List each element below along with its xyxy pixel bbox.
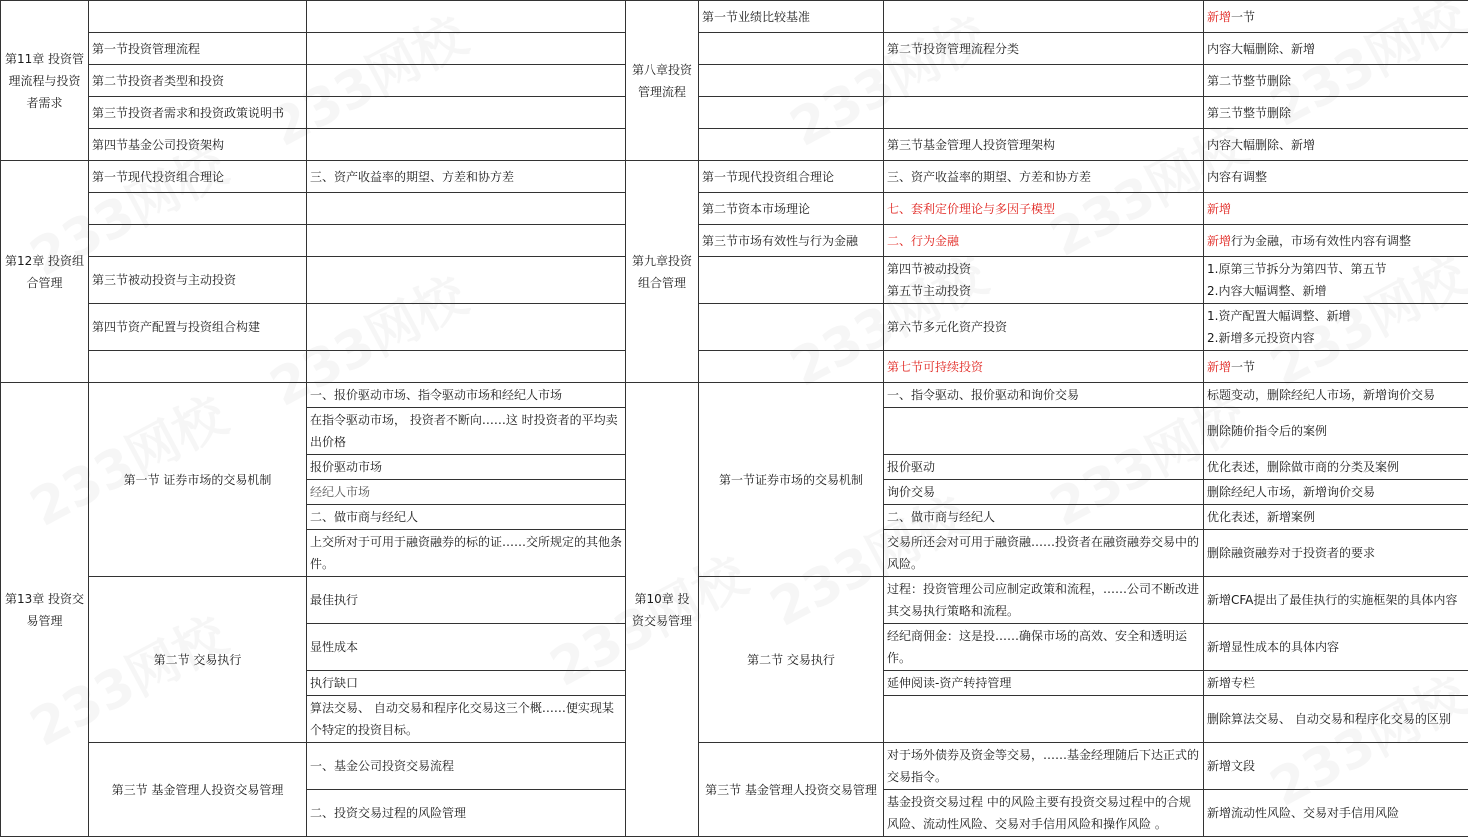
- note-cell: 删除融资融券对于投资者的要求: [1204, 530, 1468, 577]
- item-cell: [307, 257, 626, 304]
- item-cell: 第二节投资管理流程分类: [884, 33, 1204, 65]
- item-cell: 交易所还会对可用于融资融……投资者在融资融券交易中的风险。: [884, 530, 1204, 577]
- item-cell: 基金投资交易过程 中的风险主要有投资交易过程中的合规风险、流动性风险、交易对手信用风险和操作风险 。: [884, 790, 1204, 837]
- note-cell: 内容大幅删除、新增: [1204, 129, 1468, 161]
- chapter-title: 第11章 投资管理流程与投资者需求: [1, 1, 89, 161]
- note-line: 1.原第三节拆分为第四节、第五节: [1207, 258, 1465, 280]
- section-cell: [89, 225, 307, 257]
- item-cell: 经纪人市场: [307, 480, 626, 505]
- note-cell: [1204, 257, 1468, 304]
- chapter-title: 第12章 投资组合管理: [1, 161, 89, 383]
- item-cell: 二、做市商与经纪人: [884, 505, 1204, 530]
- item-cell: [307, 65, 626, 97]
- item-cell: 显性成本: [307, 624, 626, 671]
- note-cell: [1204, 304, 1468, 351]
- section-cell: 第二节投资者类型和投资: [89, 65, 307, 97]
- section-cell: [699, 97, 884, 129]
- note-cell: 内容大幅删除、新增: [1204, 33, 1468, 65]
- item-cell: 二、做市商与经纪人: [307, 505, 626, 530]
- chapter-title: 第八章投资管理流程: [626, 1, 699, 161]
- note-cell: 新增: [1204, 193, 1468, 225]
- section-cell: [699, 129, 884, 161]
- note-cell: 删除算法交易、 自动交易和程序化交易的区别: [1204, 696, 1468, 743]
- item-line: 第四节被动投资: [887, 258, 1200, 280]
- item-cell: [884, 696, 1204, 743]
- note-line: 2.新增多元投资内容: [1207, 327, 1465, 349]
- item-cell: 在指令驱动市场， 投资者不断向……这 时投资者的平均卖出价格: [307, 408, 626, 455]
- item-cell: 三、资产收益率的期望、方差和协方差: [307, 161, 626, 193]
- section-cell: 第二节资本市场理论: [699, 193, 884, 225]
- section-cell: 第三节 基金管理人投资交易管理: [699, 743, 884, 837]
- item-cell: 经纪商佣金：这是投……确保市场的高效、安全和透明运作。: [884, 624, 1204, 671]
- section-cell: 第四节资产配置与投资组合构建: [89, 304, 307, 351]
- item-cell: [884, 65, 1204, 97]
- item-cell: 报价驱动: [884, 455, 1204, 480]
- section-cell: 第一节投资管理流程: [89, 33, 307, 65]
- item-cell: [307, 351, 626, 383]
- item-cell: 延伸阅读-资产转持管理: [884, 671, 1204, 696]
- section-cell: [699, 351, 884, 383]
- item-cell: [307, 97, 626, 129]
- chapter-title: 第10章 投资交易管理: [626, 383, 699, 837]
- item-cell: 最佳执行: [307, 577, 626, 624]
- section-cell: [699, 65, 884, 97]
- section-cell: [699, 257, 884, 304]
- section-cell: [699, 33, 884, 65]
- section-cell: [699, 304, 884, 351]
- section-cell: 第二节 交易执行: [89, 577, 307, 743]
- item-cell: 一、报价驱动市场、指令驱动市场和经纪人市场: [307, 383, 626, 408]
- section-cell: [89, 1, 307, 33]
- section-cell: 第一节证券市场的交易机制: [699, 383, 884, 577]
- section-cell: [89, 351, 307, 383]
- item-cell: [307, 304, 626, 351]
- item-cell: 三、资产收益率的期望、方差和协方差: [884, 161, 1204, 193]
- note-cell: 第二节整节删除: [1204, 65, 1468, 97]
- item-cell: 二、行为金融: [884, 225, 1204, 257]
- note-line: 2.内容大幅调整、新增: [1207, 280, 1465, 302]
- item-cell: 算法交易、 自动交易和程序化交易这三个概……便实现某个特定的投资目标。: [307, 696, 626, 743]
- item-cell: 执行缺口: [307, 671, 626, 696]
- note-cell: 新增流动性风险、交易对手信用风险: [1204, 790, 1468, 837]
- section-cell: 第三节投资者需求和投资政策说明书: [89, 97, 307, 129]
- note-cell: 新增显性成本的具体内容: [1204, 624, 1468, 671]
- item-cell: [884, 97, 1204, 129]
- section-cell: 第三节 基金管理人投资交易管理: [89, 743, 307, 837]
- note-cell: 第三节整节删除: [1204, 97, 1468, 129]
- note-highlight: 新增: [1207, 234, 1231, 248]
- section-cell: 第二节 交易执行: [699, 577, 884, 743]
- item-cell: 过程：投资管理公司应制定政策和流程，……公司不断改进其交易执行策略和流程。: [884, 577, 1204, 624]
- item-cell: 一、指令驱动、报价驱动和询价交易: [884, 383, 1204, 408]
- note-cell: 新增专栏: [1204, 671, 1468, 696]
- note-highlight: 新增: [1207, 10, 1231, 24]
- section-cell: [89, 193, 307, 225]
- item-cell: 第七节可持续投资: [884, 351, 1204, 383]
- note-highlight: 新增: [1207, 360, 1231, 374]
- note-text: 一节: [1231, 360, 1255, 374]
- note-cell: 删除经纪人市场，新增询价交易: [1204, 480, 1468, 505]
- section-cell: 第四节基金公司投资架构: [89, 129, 307, 161]
- section-cell: 第一节现代投资组合理论: [89, 161, 307, 193]
- item-cell: 一、基金公司投资交易流程: [307, 743, 626, 790]
- item-cell: 上交所对于可用于融资融券的标的证……交所规定的其他条件。: [307, 530, 626, 577]
- item-cell: 第六节多元化资产投资: [884, 304, 1204, 351]
- note-cell: [1204, 351, 1468, 383]
- item-cell: [884, 408, 1204, 455]
- item-cell: 对于场外债券及资金等交易，……基金经理随后下达正式的交易指令。: [884, 743, 1204, 790]
- item-cell: 第三节基金管理人投资管理架构: [884, 129, 1204, 161]
- item-cell: 询价交易: [884, 480, 1204, 505]
- section-cell: 第一节 证券市场的交易机制: [89, 383, 307, 577]
- note-cell: 标题变动，删除经纪人市场，新增询价交易: [1204, 383, 1468, 408]
- note-text: 一节: [1231, 10, 1255, 24]
- item-cell: 七、套利定价理论与多因子模型: [884, 193, 1204, 225]
- section-cell: 第一节业绩比较基准: [699, 1, 884, 33]
- chapter-title: 第13章 投资交易管理: [1, 383, 89, 837]
- note-cell: 新增文段: [1204, 743, 1468, 790]
- item-cell: [307, 225, 626, 257]
- note-cell: [1204, 1, 1468, 33]
- item-cell: [307, 193, 626, 225]
- section-cell: 第一节现代投资组合理论: [699, 161, 884, 193]
- item-cell: 报价驱动市场: [307, 455, 626, 480]
- section-cell: 第三节市场有效性与行为金融: [699, 225, 884, 257]
- note-text: 行为金融，市场有效性内容有调整: [1231, 234, 1411, 248]
- note-cell: 优化表述，删除做市商的分类及案例: [1204, 455, 1468, 480]
- note-cell: 内容有调整: [1204, 161, 1468, 193]
- item-cell: [307, 1, 626, 33]
- item-cell: 二、投资交易过程的风险管理: [307, 790, 626, 837]
- chapter-title: 第九章投资组合管理: [626, 161, 699, 383]
- item-cell: [307, 129, 626, 161]
- item-cell: [884, 257, 1204, 304]
- note-cell: [1204, 225, 1468, 257]
- note-cell: 新增CFA提出了最佳执行的实施框架的具体内容: [1204, 577, 1468, 624]
- item-cell: [884, 1, 1204, 33]
- item-cell: [307, 33, 626, 65]
- note-line: 1.资产配置大幅调整、新增: [1207, 305, 1465, 327]
- note-cell: 删除随价指令后的案例: [1204, 408, 1468, 455]
- section-cell: 第三节被动投资与主动投资: [89, 257, 307, 304]
- item-line: 第五节主动投资: [887, 280, 1200, 302]
- note-cell: 优化表述，新增案例: [1204, 505, 1468, 530]
